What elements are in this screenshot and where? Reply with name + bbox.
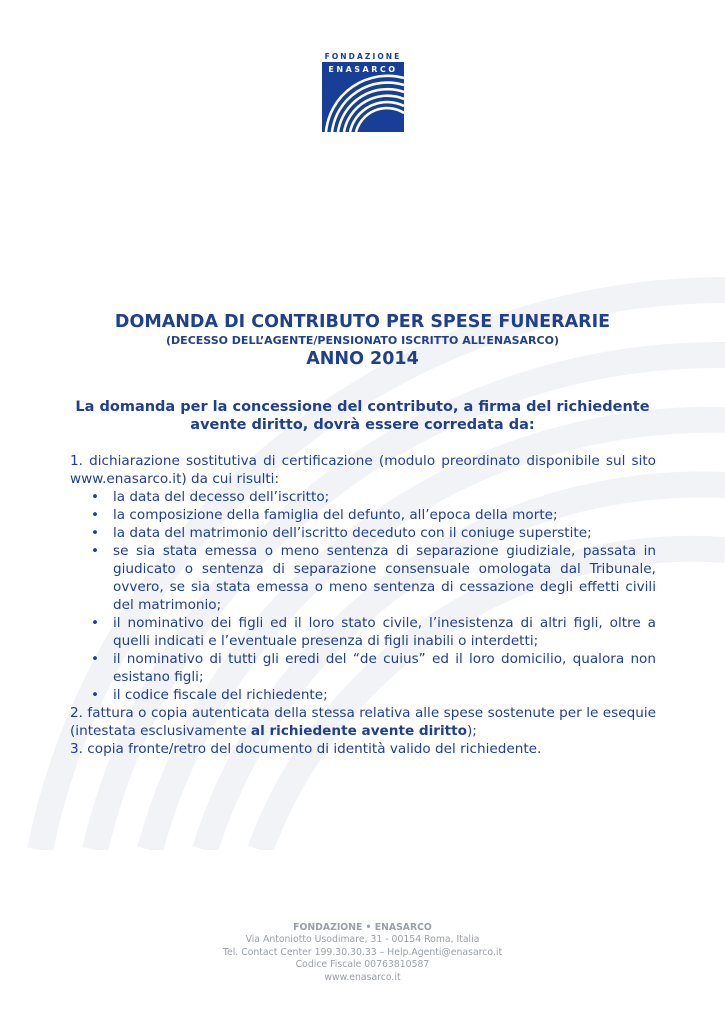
footer-contact: Tel. Contact Center 199.30.30.33 – Help.Agenti@enasarco.it xyxy=(222,946,503,958)
footer-title: FONDAZIONE • ENASARCO xyxy=(293,922,432,933)
bullet-item: • la composizione della famiglia del defunto, all’epoca della morte; xyxy=(113,506,656,524)
item-2-text-before: 2. fattura o copia autenticata della stessa relativa alle spese sostenute per le esequie (intestata esclusivamente xyxy=(70,705,656,739)
item-2-text-bold: al richiedente avente diritto xyxy=(250,723,467,739)
logo-name-text: ENASARCO xyxy=(328,65,398,74)
bullet-item: • la data del matrimonio dell’iscritto deceduto con il coniuge superstite; xyxy=(113,524,656,542)
bullet-item: • se sia stata emessa o meno sentenza di separazione giudiziale, passata in giudicato o sentenza di separazione consensuale omologata dal Tribunale, ovvero, se sia stata emessa o meno sentenza di cessazione degli effetti civili del matrimonio; xyxy=(113,542,656,614)
logo-arcs-icon xyxy=(322,62,404,132)
logo-foundation-text: FONDAZIONE xyxy=(324,52,402,61)
document-subtitle: (DECESSO DELL’AGENTE/PENSIONATO ISCRITTO ALL’ENASARCO) xyxy=(166,334,559,347)
bullet-item: • la data del decesso dell’iscritto; xyxy=(113,488,656,506)
logo-box xyxy=(322,62,404,132)
item-1-text: 1. dichiarazione sostitutiva di certificazione (modulo preordinato disponibile sul sito www.enasarco.it) da cui risulti: xyxy=(70,453,656,487)
document-title: DOMANDA DI CONTRIBUTO PER SPESE FUNERARIE xyxy=(114,312,611,332)
footer-website: www.enasarco.it xyxy=(324,971,401,983)
item-1-bullets xyxy=(70,488,656,704)
enasarco-logo xyxy=(322,52,404,132)
bullet-item: • il nominativo di tutti gli eredi del “de cuius” ed il loro domicilio, qualora non esistano figli; xyxy=(113,650,656,686)
bullet-item: • il codice fiscale del richiedente; xyxy=(113,686,656,704)
item-2-text xyxy=(70,704,656,740)
footer xyxy=(0,922,725,984)
requirements-list xyxy=(70,452,656,758)
bullet-item: • il nominativo dei figli ed il loro stato civile, l’inesistenza di altri figli, oltre a quelli indicati e l’eventuale presenza di figli inabili o interdetti; xyxy=(113,614,656,650)
item-3-text: 3. copia fronte/retro del documento di identità valido del richiedente. xyxy=(70,741,542,757)
document-year: ANNO 2014 xyxy=(306,349,419,369)
item-2-text-after: ); xyxy=(467,723,477,739)
intro-paragraph: La domanda per la concessione del contributo, a firma del richiedente avente diritto, dovrà essere corredata da: xyxy=(75,399,650,433)
footer-tax-code: Codice Fiscale 00763810587 xyxy=(295,959,430,971)
footer-address: Via Antoniotto Usodimare, 31 - 00154 Roma, Italia xyxy=(245,934,480,946)
